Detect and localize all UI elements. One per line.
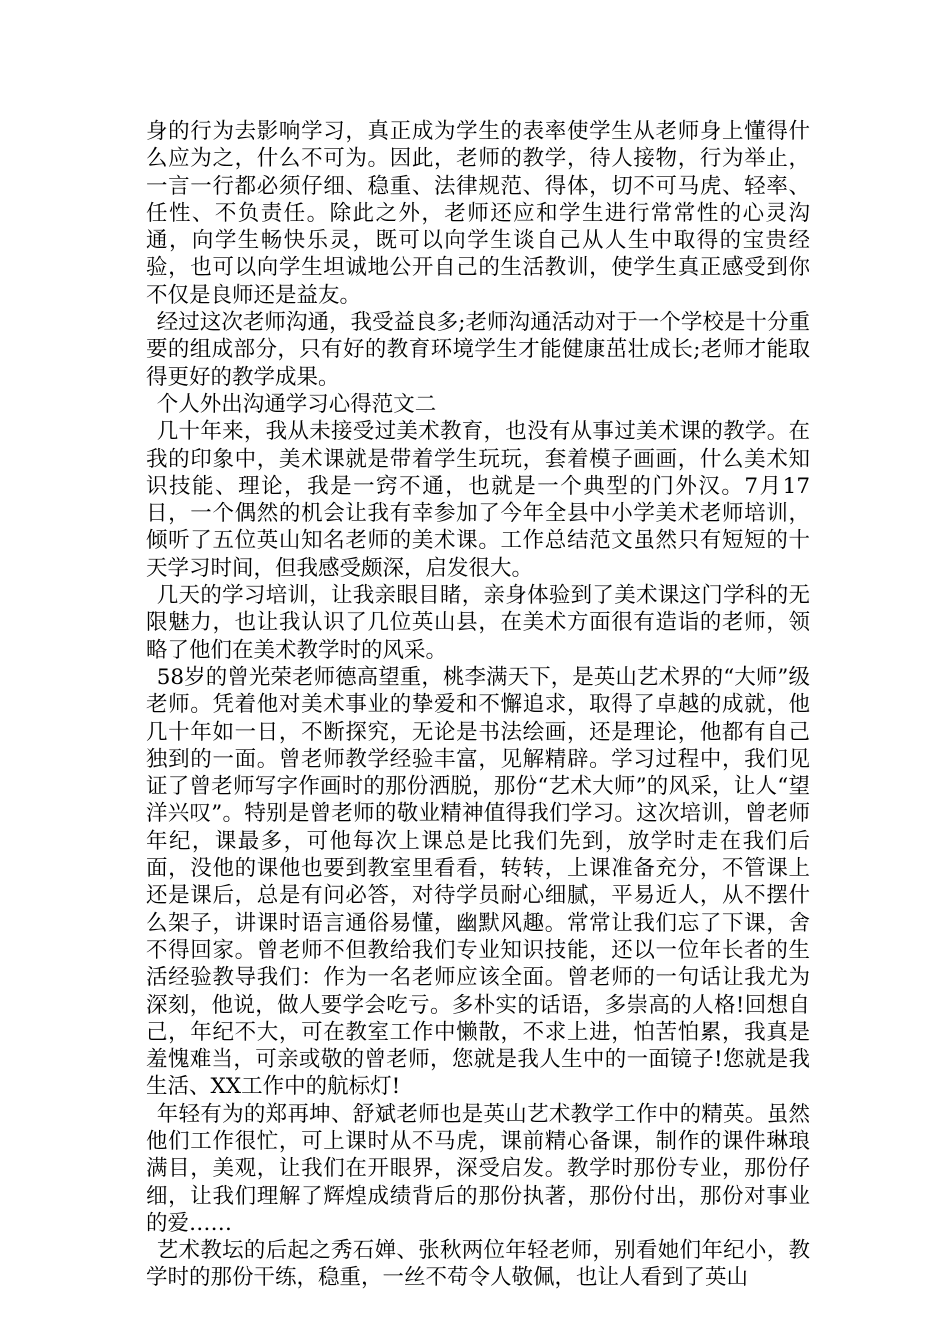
paragraph-training: 几天的学习培训，让我亲眼目睹，亲身体验到了美术课这门学科的无限魅力，也让我认识了几位英山县，在美术方面很有造诣的老师，领略了他们在美术教学时的风采。	[146, 583, 810, 663]
paragraph-conclusion: 经过这次老师沟通，我受益良多;老师沟通活动对于一个学校是十分重要的组成部分，只有好的教育环境学生才能健康茁壮成长;老师才能取得更好的教学成果。	[146, 310, 810, 390]
paragraph-teacher-conduct: 身的行为去影响学习，真正成为学生的表率使学生从老师身上懂得什么应为之，什么不可为。因此，老师的教学，待人接物，行为举止，一言一行都必须仔细、稳重、法律规范、得体，切不可马虎、轻率、任性、不负责任。除此之外，老师还应和学生进行常常性的心灵沟通，向学生畅快乐灵，既可以向学生谈自己从人生中取得的宝贵经验，也可以向学生坦诚地公开自己的生活教训，使学生真正感受到你不仅是良师还是益友。	[146, 119, 810, 308]
paragraph-intro: 几十年来，我从未接受过美术教育，也没有从事过美术课的教学。在我的印象中，美术课就是带着学生玩玩，套着模子画画，什么美术知识技能、理论，我是一窍不通，也就是一个典型的门外汉。7月17日，一个偶然的机会让我有幸参加了今年全县中小学美术老师培训，倾听了五位英山知名老师的美术课。工作总结范文虽然只有短短的十天学习时间，但我感受颇深，启发很大。	[146, 419, 810, 581]
section-heading: 个人外出沟通学习心得范文二	[156, 391, 437, 417]
document-page	[146, 118, 810, 1292]
paragraph-young-teachers: 年轻有为的郑再坤、舒斌老师也是英山艺术教学工作中的精英。虽然他们工作很忙，可上课时从不马虎，课前精心备课，制作的课件琳琅满目，美观，让我们在开眼界，深受启发。教学时那份专业，那份仔细，让我们理解了辉煌成绩背后的那份执著，那份付出，那份对事业的爱……	[146, 1101, 810, 1236]
paragraph-rising-stars: 艺术教坛的后起之秀石婵、张秋两位年轻老师，别看她们年纪小，教学时的那份干练，稳重，一丝不苟令人敬佩，也让人看到了英山	[146, 1238, 810, 1291]
paragraph-teacher-zeng: 58岁的曾光荣老师德高望重，桃李满天下，是英山艺术界的“大师”级老师。凭着他对美术事业的挚爱和不懈追求，取得了卓越的成就，他几十年如一日，不断探究，无论是书法绘画，还是理论，他都有自己独到的一面。曾老师教学经验丰富，见解精辟。学习过程中，我们见证了曾老师写字作画时的那份洒脱，那份“艺术大师”的风采，让人“望洋兴叹”。特别是曾老师的敬业精神值得我们学习。这次培训，曾老师年纪，课最多，可他每次上课总是比我们先到，放学时走在我们后面，没他的课他也要到教室里看看，转转，上课准备充分，不管课上还是课后，总是有问必答，对待学员耐心细腻，平易近人，从不摆什么架子，讲课时语言通俗易懂，幽默风趣。常常让我们忘了下课，舍不得回家。曾老师不但教给我们专业知识技能，还以一位年长者的生活经验教导我们：作为一名老师应该全面。曾老师的一句话让我尤为深刻，他说，做人要学会吃亏。多朴实的话语，多崇高的人格!回想自己，年纪不大，可在教室工作中懒散，不求上进，怕苦怕累，我真是羞愧难当，可亲或敬的曾老师，您就是我人生中的一面镜子!您就是我生活、XX工作中的航标灯!	[146, 664, 810, 1100]
